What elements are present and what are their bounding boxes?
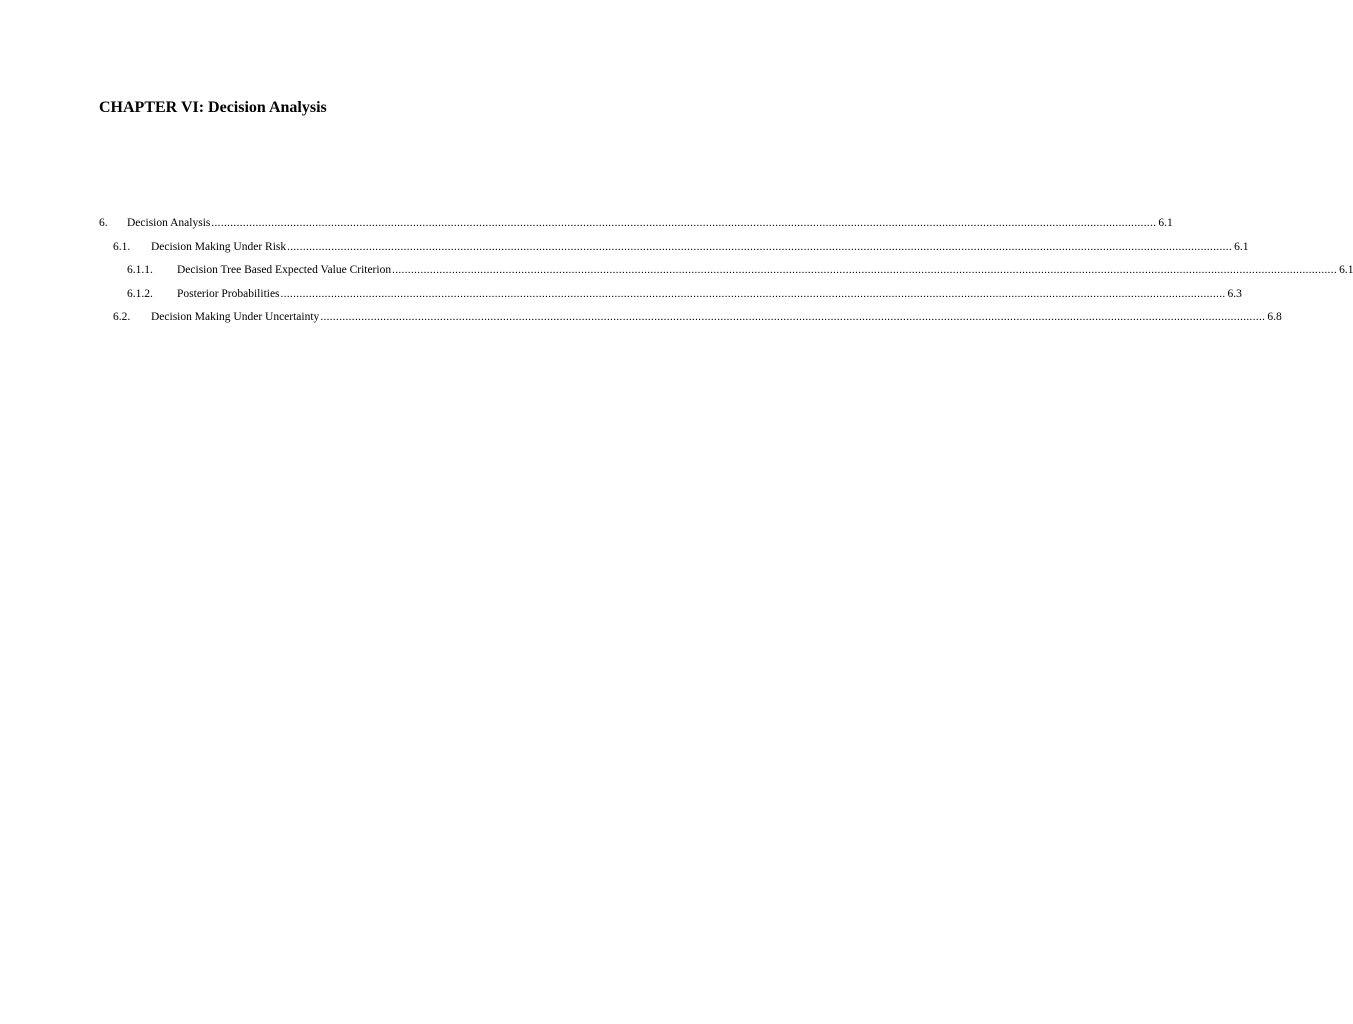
toc-entry-number: 6.1. (113, 240, 131, 253)
toc-entry-page: 6.8 (1267, 311, 1282, 323)
toc-entry-page: 6.3 (1227, 287, 1242, 300)
toc-entry-6-1-1[interactable] (99, 261, 1353, 285)
toc-dot-leader: ............................................................................................................................................................................................................................................................................................................ (320, 311, 1266, 323)
toc-entry-6-1-2[interactable] (99, 285, 1242, 309)
toc-entry-page: 6.1 (1234, 240, 1249, 253)
toc-entry-6-2[interactable] (99, 308, 1282, 332)
toc-dot-leader: ............................................................................................................................................................................................................................................................................................................ (211, 217, 1157, 229)
toc-entry-label: Decision Making Under Risk (151, 240, 287, 253)
toc-entry-label: Decision Tree Based Expected Value Criterion (177, 264, 392, 276)
toc-entry-body (151, 238, 1249, 256)
table-of-contents (99, 214, 1353, 332)
toc-entry-label: Decision Making Under Uncertainty (151, 311, 320, 323)
toc-entry-body (177, 285, 1242, 303)
toc-dot-leader: ............................................................................................................................................................................................................................................................................................................ (287, 240, 1233, 253)
toc-entry-6-1[interactable] (99, 238, 1249, 262)
toc-entry-body (177, 261, 1353, 279)
toc-dot-leader: ............................................................................................................................................................................................................................................................................................................ (392, 264, 1338, 276)
toc-entry-number: 6.1.2. (127, 287, 153, 300)
toc-entry-body (151, 308, 1282, 326)
toc-entry-number: 6.2. (113, 311, 131, 323)
toc-entry-body (127, 214, 1173, 232)
toc-entry-label: Decision Analysis (127, 217, 211, 229)
chapter-title: CHAPTER VI: Decision Analysis (99, 99, 327, 116)
toc-entry-label: Posterior Probabilities (177, 287, 280, 300)
toc-entry-page: 6.1 (1339, 264, 1353, 276)
toc-entry-number: 6.1.1. (127, 264, 153, 276)
toc-dot-leader: ............................................................................................................................................................................................................................................................................................................ (280, 287, 1226, 300)
toc-entry-page: 6.1 (1158, 217, 1173, 229)
toc-entry-6[interactable] (99, 214, 1173, 238)
toc-entry-number: 6. (99, 217, 108, 229)
